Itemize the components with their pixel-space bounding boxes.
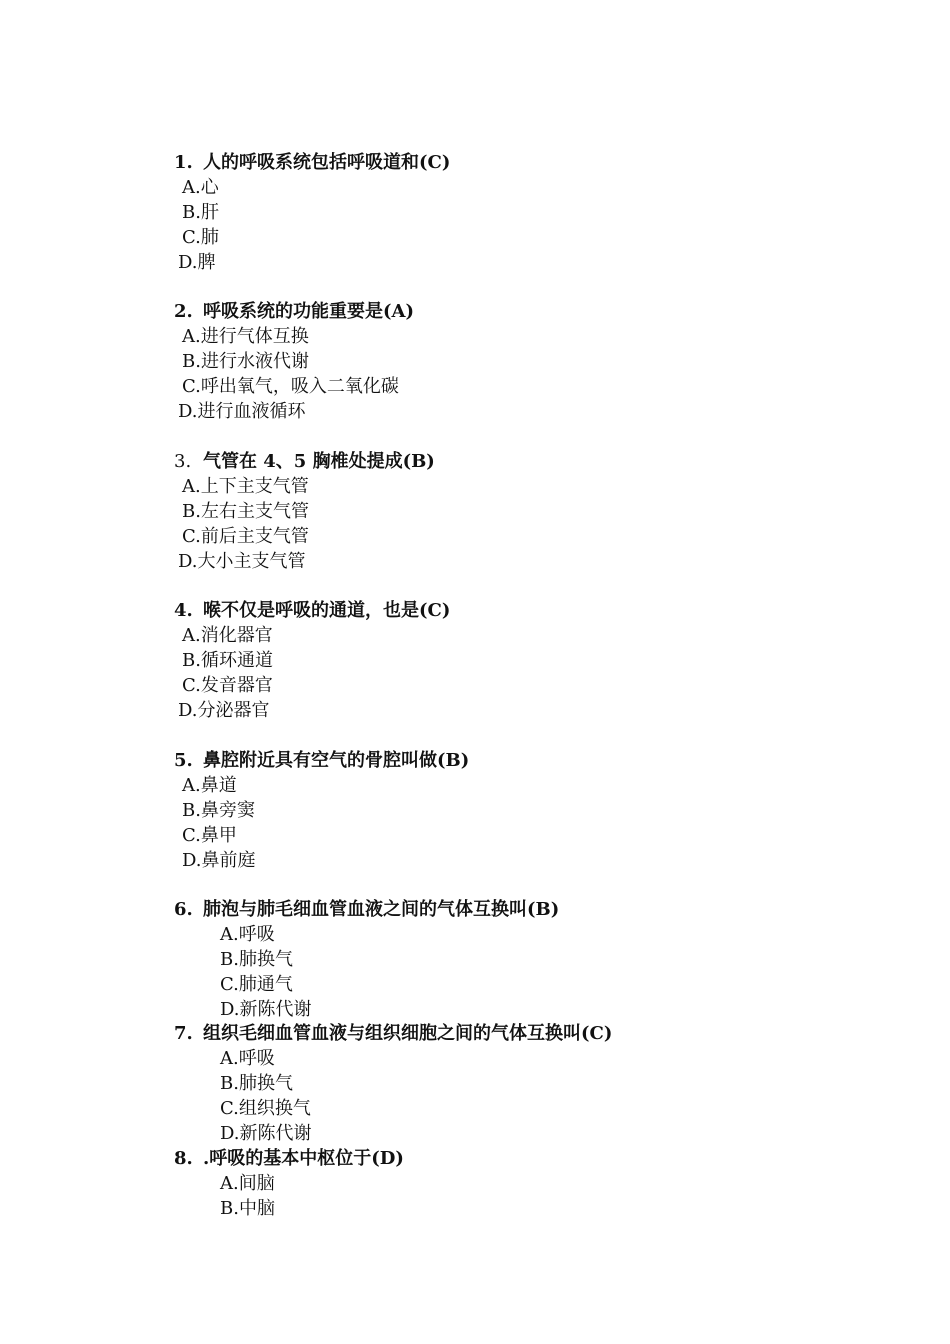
option-c: C.肺 [182,227,219,248]
option-d: D.新陈代谢 [220,999,312,1020]
question-3 [174,449,435,474]
question-number: 5. [174,750,193,771]
option-a: A.上下主支气管 [182,476,309,497]
question-text: 呼吸系统的功能重要是(A) [203,301,414,322]
question-6 [174,897,559,922]
option-d: D.大小主支气管 [178,551,306,572]
option-a: A.呼吸 [220,1048,275,1069]
question-number: 7. [174,1023,193,1044]
option-b: B.鼻旁窦 [182,800,255,821]
option-c: C.组织换气 [220,1098,311,1119]
question-7 [174,1021,612,1046]
question-text: 喉不仅是呼吸的通道，也是(C) [203,600,451,621]
option-d: D.进行血液循环 [178,401,306,422]
option-a: A.间脑 [220,1173,275,1194]
option-d: D.分泌器官 [178,700,270,721]
question-2 [174,299,414,324]
option-b: B.肝 [182,202,219,223]
option-b: B.肺换气 [220,1073,293,1094]
option-a: A.消化器官 [182,625,273,646]
option-d: D.新陈代谢 [220,1123,312,1144]
option-b: B.循环通道 [182,650,273,671]
option-b: B.左右主支气管 [182,501,309,522]
question-5 [174,748,469,773]
question-text: 人的呼吸系统包括呼吸道和(C) [203,152,451,173]
question-text: 肺泡与肺毛细血管血液之间的气体互换叫(B) [203,899,560,920]
option-a: A.呼吸 [220,924,275,945]
question-4 [174,598,450,623]
option-a: A.心 [182,177,219,198]
option-c: C.发音器官 [182,675,273,696]
option-d: D.脾 [178,252,216,273]
question-number: 4. [174,600,193,621]
option-a: A.鼻道 [182,775,237,796]
option-c: C.肺通气 [220,974,293,995]
question-text: 组织毛细血管血液与组织细胞之间的气体互换叫(C) [203,1023,613,1044]
option-a: A.进行气体互换 [182,326,309,347]
question-number: 1. [174,152,193,173]
option-c: C.呼出氧气，吸入二氧化碳 [182,376,399,397]
question-number: 8. [174,1148,193,1169]
question-number: 2. [174,301,193,322]
option-d: D.鼻前庭 [182,850,256,871]
question-number: 3. [174,451,192,472]
question-text: 鼻腔附近具有空气的骨腔叫做(B) [203,750,470,771]
option-b: B.中脑 [220,1198,275,1219]
option-c: C.鼻甲 [182,825,237,846]
option-c: C.前后主支气管 [182,526,309,547]
question-text: 气管在 4、5 胸椎处提成(B) [203,451,435,472]
question-number: 6. [174,899,193,920]
question-8 [174,1146,404,1171]
question-1 [174,150,450,175]
question-text: .呼吸的基本中枢位于(D) [203,1148,404,1169]
option-b: B.进行水液代谢 [182,351,309,372]
option-b: B.肺换气 [220,949,293,970]
